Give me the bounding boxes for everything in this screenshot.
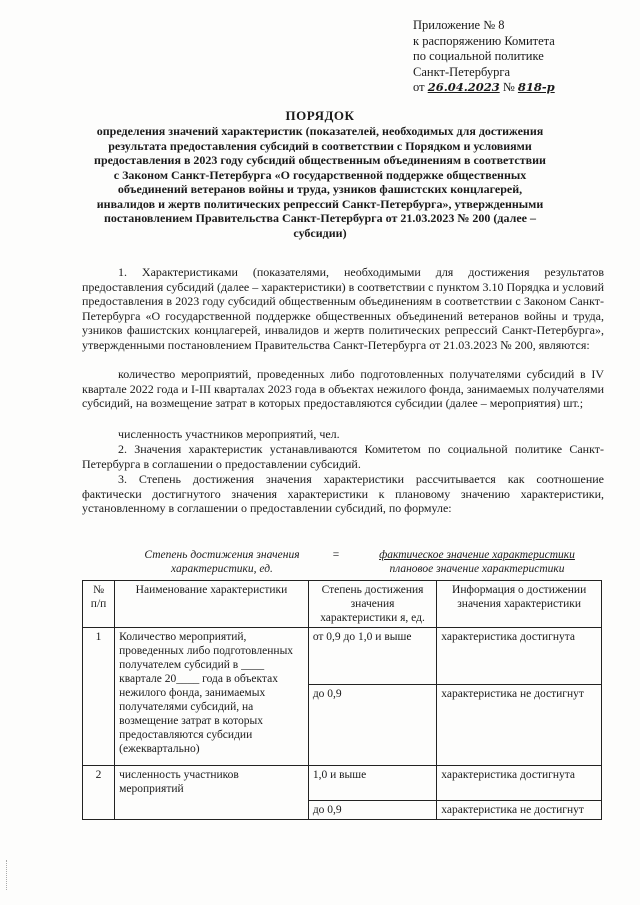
paragraph-5: 3. Степень достижения значения характеристики рассчитывается как соотношение фактически достигнутого значения характеристики к плановому значению характеристики, установленному в соглашении о предоставлении субсидий, по формуле: <box>82 472 604 515</box>
row-degree: 1,0 и выше <box>308 766 436 801</box>
formula-fraction <box>362 548 592 576</box>
header-line-3: по социальной политике <box>413 49 544 63</box>
row-degree: до 0,9 <box>308 801 436 820</box>
formula-numerator: фактическое значение характеристики <box>379 549 575 561</box>
handwritten-date: 26.04.2023 <box>427 80 500 94</box>
header-line-1: Приложение № 8 <box>413 18 505 32</box>
col-header-degree: Степень достижения значения характеристики я, ед. <box>308 581 436 628</box>
col-header-num: № п/п <box>83 581 115 628</box>
formula-equals: = <box>332 549 340 561</box>
header-line-4: Санкт-Петербурга <box>413 64 511 79</box>
row-info: характеристика достигнута <box>437 628 602 685</box>
row-info: характеристика не достигнут <box>437 801 602 820</box>
row-number: 1 <box>83 628 115 766</box>
table-header-row <box>83 581 602 628</box>
scan-margin-mark <box>6 860 10 890</box>
row-degree: до 0,9 <box>308 685 436 766</box>
row-info: характеристика не достигнут <box>437 685 602 766</box>
row-number: 2 <box>83 766 115 820</box>
document-subtitle: определения значений характеристик (показателей, необходимых для достижения результата предоставления субсидий в соответствии с Порядком и условиями предоставления в 2023 году субсидий общественным объединениям в соответствии с Законом Санкт-Петербурга «О государственной поддержке общественных объединений ветеранов войны и труда, узников фашистских концлагерей, инвалидов и жертв политических репрессий Санкт-Петербурга», утвержденными постановлением Правительства Санкт-Петербурга от 21.03.2023 № 200 (далее – субсидии) <box>94 124 546 240</box>
row-name: численность участников мероприятий <box>115 766 309 820</box>
col-header-info: Информация о достижении значения характеристики <box>437 581 602 628</box>
number-prefix: № <box>502 80 515 94</box>
paragraph-2: количество мероприятий, проведенных либо подготовленных получателями субсидий в IV квартале 2022 года и I-III кварталах 2023 года в объектах нежилого фонда, занимаемых получателями субсидий, на возмещение затрат в которых предоставляются субсидии (далее – мероприятия) шт.; <box>82 367 604 410</box>
handwritten-number: 818-р <box>517 80 555 94</box>
formula-denominator: плановое значение характеристики <box>389 563 565 575</box>
paragraph-3: численность участников мероприятий, чел. <box>118 427 340 441</box>
formula-lhs: Степень достижения значения характеристики, ед. <box>144 549 300 575</box>
header-line-2: к распоряжению Комитета <box>413 33 555 48</box>
table-row <box>83 628 602 685</box>
document-title: ПОРЯДОК <box>285 108 355 123</box>
paragraph-4: 2. Значения характеристик устанавливаются Комитетом по социальной политике Санкт-Петербурга в соглашении о предоставлении субсидий. <box>82 442 604 471</box>
table-row <box>83 766 602 801</box>
row-degree: от 0,9 до 1,0 и выше <box>308 628 436 685</box>
approval-header <box>413 18 628 96</box>
date-prefix: от <box>413 80 425 94</box>
row-info: характеристика достигнута <box>437 766 602 801</box>
col-header-name: Наименование характеристики <box>115 581 309 628</box>
header-date-line <box>413 80 628 96</box>
paragraph-1: 1. Характеристиками (показателями, необходимыми для достижения результатов предоставления субсидий (далее – характеристики) в соответствии с пунктом 3.10 Порядка и условий предоставления в 2023 году субсидий общественным объединениям в соответствии с Законом Санкт-Петербурга «О государственной поддержке общественных объединений ветеранов войны и труда, узников фашистских концлагерей, инвалидов и жертв политических репрессий Санкт-Петербурга», утвержденными постановлением Правительства Санкт-Петербурга от 21.03.2023 № 200, являются: <box>82 265 604 352</box>
characteristics-table <box>82 580 602 820</box>
row-name: Количество мероприятий, проведенных либо подготовленных получателем субсидий в ____ квартале 20____ года в объектах нежилого фонда, занимаемых получателями субсидий, на возмещение затрат в которых предоставляются субсидии (ежеквартально) <box>115 628 309 766</box>
